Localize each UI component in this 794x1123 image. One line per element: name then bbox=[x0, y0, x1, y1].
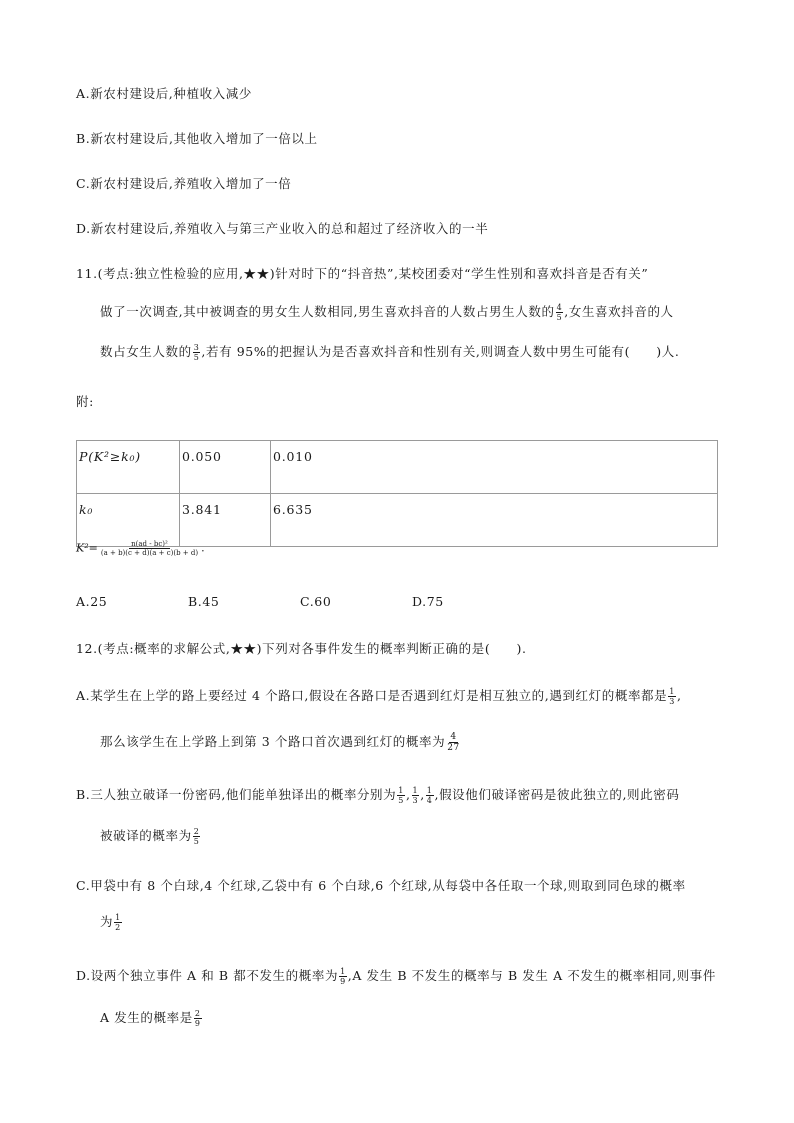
table-cell: 6.635 bbox=[271, 494, 718, 547]
q12-option-b-line2 bbox=[100, 826, 201, 846]
q11-attachment-label: 附: bbox=[76, 394, 94, 409]
q12-b-fraction2 bbox=[412, 786, 420, 805]
q12-d-fraction2 bbox=[194, 1009, 202, 1028]
fraction-numerator: 1 bbox=[412, 786, 419, 795]
q11-line3-text-a: 数占女生人数的 bbox=[100, 344, 192, 359]
fraction-numerator: 2 bbox=[193, 827, 200, 836]
q11-stem-line1: 11.(考点:独立性检验的应用,★★)针对时下的“抖音热”,某校团委对“学生性别和喜欢抖音是否有关” bbox=[76, 266, 649, 281]
option-c-text: C.新农村建设后,养殖收入增加了一倍 bbox=[76, 176, 292, 191]
fraction-denominator: 5 bbox=[193, 837, 200, 846]
q11-line2-text-b: ,女生喜欢抖音的人 bbox=[564, 304, 674, 319]
q11-fraction-girls bbox=[193, 343, 201, 362]
q11-line3-text-b: ,若有 95%的把握认为是否喜欢抖音和性别有关,则调查人数中男生可能有( )人. bbox=[201, 344, 680, 359]
q11-line2-text-a: 做了一次调查,其中被调查的男女生人数相同,男生喜欢抖音的人数占男生人数的 bbox=[100, 304, 555, 319]
table-cell: 0.050 bbox=[180, 441, 271, 494]
q12-a-line2-text: 那么该学生在上学路上到第 3 个路口首次遇到红灯的概率为 bbox=[100, 734, 446, 749]
q12-b-text-b: ,假设他们破译密码是彼此独立的,则此密码 bbox=[434, 787, 680, 802]
formula-fraction bbox=[99, 540, 200, 557]
q12-option-b-line1: B.三人独立破译一份密码,他们能单独译出的概率分别为 $\frac{1}{5}$ , $\frac{1}{3}$ , $\frac{1}{4}$ ,假设他们破译密码是彼此独立的,则此密码 bbox=[76, 786, 680, 805]
q12-d-text-b: ,A 发生 B 不发生的概率与 B 发生 A 不发生的概率相同,则事件 bbox=[347, 968, 716, 983]
fraction-denominator: 9 bbox=[194, 1019, 201, 1028]
option-a-text: A.新农村建设后,种植收入减少 bbox=[76, 86, 252, 101]
fraction-numerator: 4 bbox=[450, 732, 457, 742]
q11-option-a: A.25 bbox=[76, 594, 108, 609]
q12-b-answer-fraction bbox=[193, 827, 201, 846]
fraction-denominator: 4 bbox=[426, 796, 433, 805]
fraction-denominator: 5 bbox=[398, 796, 404, 805]
q11-option-b: B.45 bbox=[188, 594, 220, 609]
fraction-denominator: 2 bbox=[115, 923, 121, 932]
fraction-denominator: 27 bbox=[447, 743, 460, 753]
q12-b-text-a: B.三人独立破译一份密码,他们能单独译出的概率分别为 bbox=[76, 787, 397, 802]
fraction-numerator: 2 bbox=[194, 1009, 201, 1018]
table-cell: 3.841 bbox=[180, 494, 271, 547]
q12-d-fraction1 bbox=[339, 967, 347, 986]
q12-a-text-end: , bbox=[676, 688, 682, 703]
fraction-numerator: 1 bbox=[669, 687, 675, 696]
critical-value-table bbox=[76, 440, 718, 547]
q12-option-a-line2 bbox=[100, 732, 462, 753]
fraction-numerator: 3 bbox=[193, 343, 200, 352]
chi-square-formula bbox=[76, 540, 205, 557]
fraction-denominator: 5 bbox=[556, 313, 563, 322]
formula-end: . bbox=[201, 541, 205, 555]
formula-lhs: K²= bbox=[76, 541, 98, 555]
fraction-denominator: 3 bbox=[669, 697, 675, 706]
fraction-denominator: (a + b)(c + d)(a + c)(b + d) bbox=[100, 549, 199, 557]
q12-option-d-line1 bbox=[76, 966, 716, 986]
q12-d-line2-text: A 发生的概率是 bbox=[100, 1010, 193, 1025]
fraction-numerator: 1 bbox=[426, 786, 433, 795]
q12-b-line2-text: 被破译的概率为 bbox=[100, 828, 192, 843]
q12-option-c-line2 bbox=[100, 912, 123, 932]
fraction-denominator: 9 bbox=[340, 977, 346, 986]
q12-a-text: A.某学生在上学的路上要经过 4 个路口,假设在各路口是否遇到红灯是相互独立的,遇到红灯的概率都是 bbox=[76, 688, 668, 703]
q11-option-d: D.75 bbox=[412, 594, 444, 609]
option-d-text: D.新农村建设后,养殖收入与第三产业收入的总和超过了经济收入的一半 bbox=[76, 221, 489, 236]
q12-option-c-line1: C.甲袋中有 8 个白球,4 个红球,乙袋中有 6 个白球,6 个红球,从每袋中各任取一个球,则取到同色球的概率 bbox=[76, 878, 686, 893]
table-cell: k₀ bbox=[77, 494, 180, 547]
fraction-numerator: 1 bbox=[340, 967, 346, 976]
fraction-numerator: 1 bbox=[115, 913, 121, 922]
fraction-numerator: 1 bbox=[398, 786, 404, 795]
q12-d-text-a: D.设两个独立事件 A 和 B 都不发生的概率为 bbox=[76, 968, 339, 983]
q12-a-fraction bbox=[668, 687, 676, 706]
table-cell: P(K²≥k₀) bbox=[77, 441, 180, 494]
q12-option-d-line2 bbox=[100, 1008, 203, 1028]
q12-b-fraction1 bbox=[397, 786, 405, 805]
q12-c-fraction bbox=[114, 913, 122, 932]
option-b-text: B.新农村建设后,其他收入增加了一倍以上 bbox=[76, 131, 318, 146]
fraction-denominator: 3 bbox=[412, 796, 419, 805]
q12-stem: 12.(考点:概率的求解公式,★★)下列对各事件发生的概率判断正确的是( ). bbox=[76, 641, 527, 656]
q12-c-line2-text: 为 bbox=[100, 914, 114, 929]
q11-option-c: C.60 bbox=[300, 594, 332, 609]
table-row bbox=[77, 494, 718, 547]
q11-stem-line3 bbox=[100, 342, 679, 362]
fraction-numerator: 4 bbox=[556, 303, 563, 312]
fraction-denominator: 5 bbox=[193, 353, 200, 362]
q12-b-fraction3 bbox=[426, 786, 434, 805]
table-row bbox=[77, 441, 718, 494]
q12-option-a-line1 bbox=[76, 686, 682, 706]
table-cell: 0.010 bbox=[271, 441, 718, 494]
q11-fraction-boys bbox=[556, 303, 564, 322]
q11-stem-line2 bbox=[100, 302, 674, 322]
fraction-numerator: n(ad - bc)² bbox=[131, 540, 168, 548]
q12-a-fraction2 bbox=[446, 732, 461, 753]
